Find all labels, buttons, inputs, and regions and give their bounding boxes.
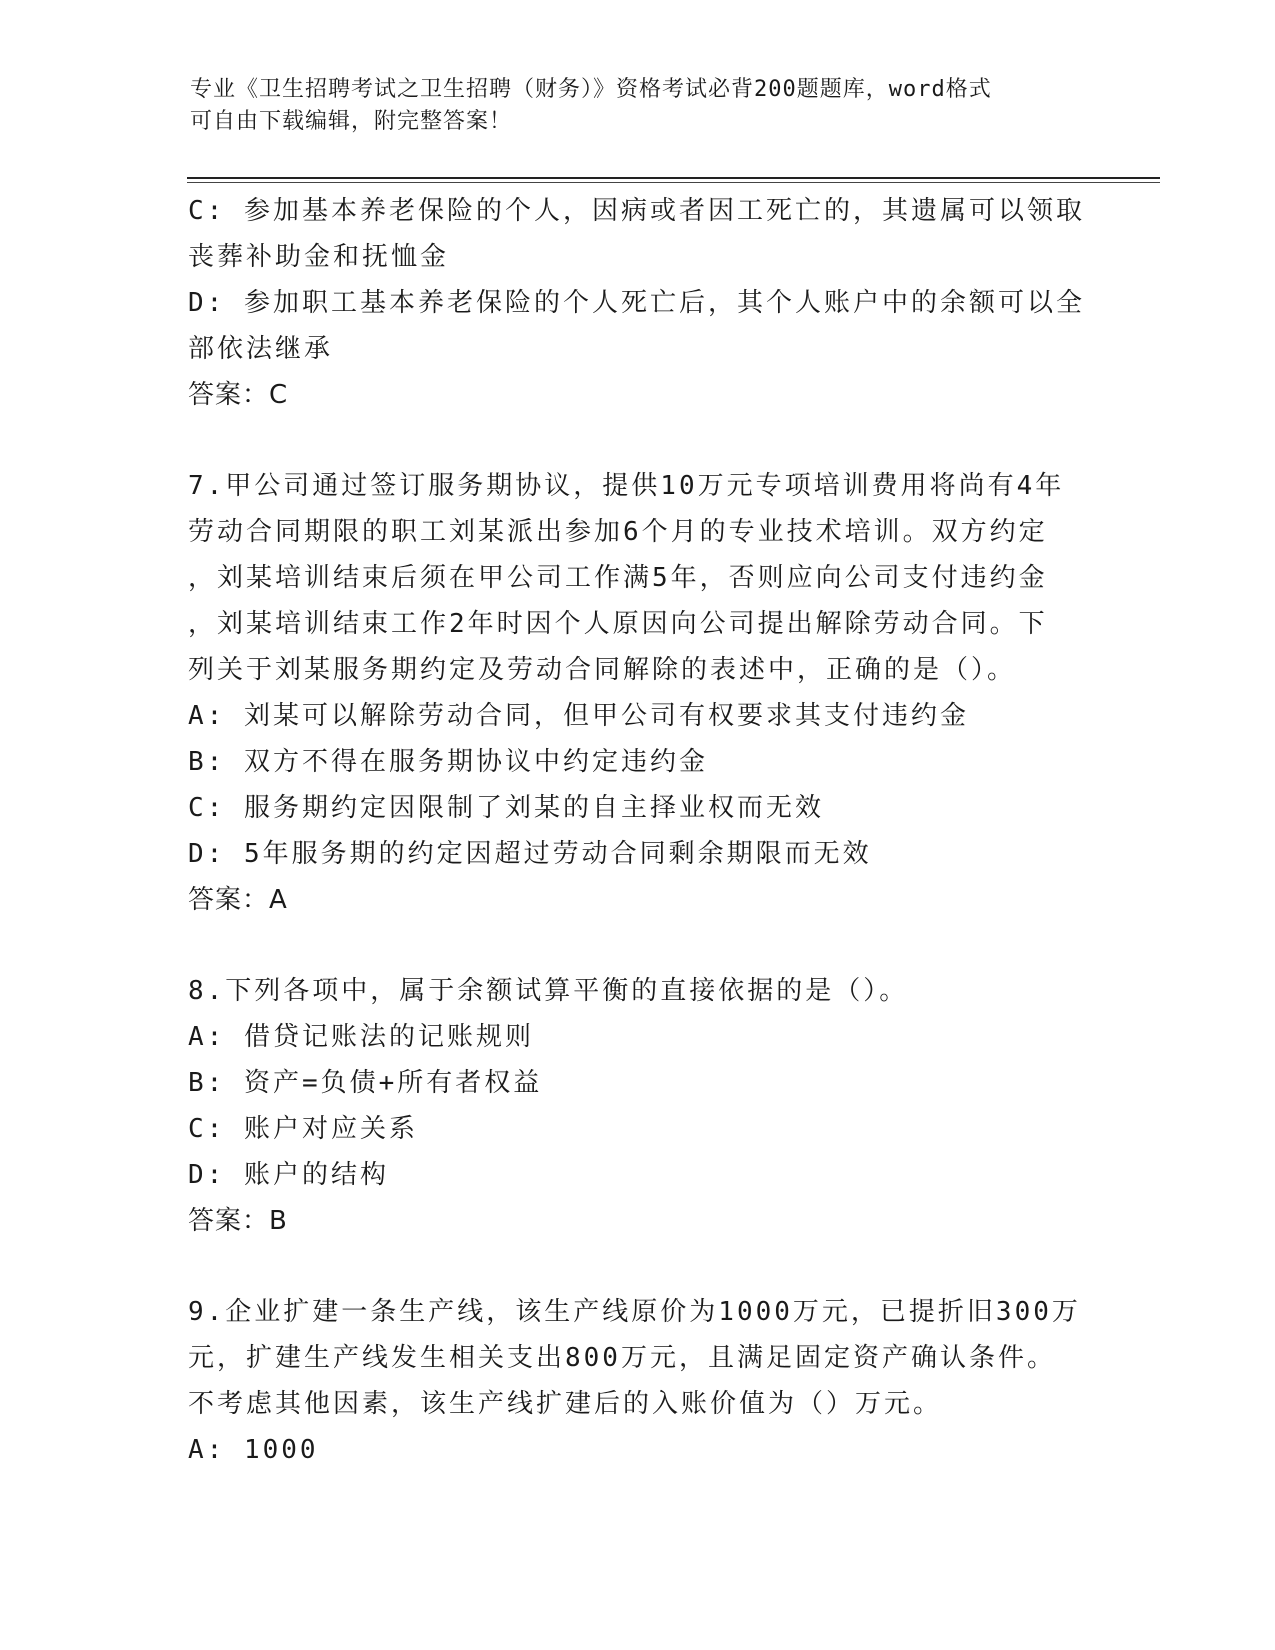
header-rule-thick — [187, 177, 1160, 179]
q7-option-a: A: 刘某可以解除劳动合同，但甲公司有权要求其支付违约金 — [188, 701, 969, 731]
question-7 — [188, 463, 1088, 923]
q7-stem-line-1: 7.甲公司通过签订服务期协议，提供10万元专项培训费用将尚有4年 — [188, 471, 1065, 501]
spacer — [188, 1244, 1088, 1289]
q8-option-a: A: 借贷记账法的记账规则 — [188, 1022, 534, 1052]
q7-option-c: C: 服务期约定因限制了刘某的自主择业权而无效 — [188, 793, 824, 823]
document-header — [190, 74, 1070, 138]
q7-option-d: D: 5年服务期的约定因超过劳动合同剩余期限而无效 — [188, 839, 872, 869]
q6-option-c-line-1: C: 参加基本养老保险的个人，因病或者因工死亡的，其遗属可以领取 — [188, 196, 1085, 226]
q9-stem-line-1: 9.企业扩建一条生产线，该生产线原价为1000万元，已提折旧300万 — [188, 1297, 1081, 1327]
header-line-1: 专业《卫生招聘考试之卫生招聘（财务）》资格考试必背200题题库，word格式 — [190, 77, 992, 102]
q9-stem-line-3: 不考虑其他因素，该生产线扩建后的入账价值为（）万元。 — [188, 1389, 943, 1419]
q8-option-d: D: 账户的结构 — [188, 1160, 389, 1190]
q8-option-b: B: 资产=负债+所有者权益 — [188, 1068, 543, 1098]
header-rule-thin — [187, 182, 1160, 183]
q7-option-b: B: 双方不得在服务期协议中约定违约金 — [188, 747, 708, 777]
question-9 — [188, 1289, 1088, 1473]
q6-option-d-line-2: 部依法继承 — [188, 334, 334, 364]
header-line-2: 可自由下载编辑，附完整答案！ — [190, 109, 513, 134]
q7-answer: 答案：A — [188, 885, 288, 915]
q7-stem-line-3: ，刘某培训结束后须在甲公司工作满5年，否则应向公司支付违约金 — [188, 563, 1048, 593]
q8-stem-line-1: 8.下列各项中，属于余额试算平衡的直接依据的是（）。 — [188, 976, 909, 1006]
spacer — [188, 923, 1088, 968]
document-body — [188, 188, 1088, 1473]
q6-option-d-line-1: D: 参加职工基本养老保险的个人死亡后，其个人账户中的余额可以全 — [188, 288, 1085, 318]
q7-stem-line-5: 列关于刘某服务期约定及劳动合同解除的表述中，正确的是（）。 — [188, 655, 1017, 685]
q7-stem-line-2: 劳动合同期限的职工刘某派出参加6个月的专业技术培训。双方约定 — [188, 517, 1048, 547]
q9-option-a: A: 1000 — [188, 1435, 319, 1465]
q9-stem-line-2: 元，扩建生产线发生相关支出800万元，且满足固定资产确认条件。 — [188, 1343, 1056, 1373]
q6-answer: 答案：C — [188, 380, 289, 410]
q7-stem-line-4: ，刘某培训结束工作2年时因个人原因向公司提出解除劳动合同。下 — [188, 609, 1048, 639]
q8-option-c: C: 账户对应关系 — [188, 1114, 418, 1144]
question-6-tail — [188, 188, 1088, 418]
question-8 — [188, 968, 1088, 1244]
spacer — [188, 418, 1088, 463]
q6-option-c-line-2: 丧葬补助金和抚恤金 — [188, 242, 450, 272]
q8-answer: 答案：B — [188, 1206, 288, 1236]
